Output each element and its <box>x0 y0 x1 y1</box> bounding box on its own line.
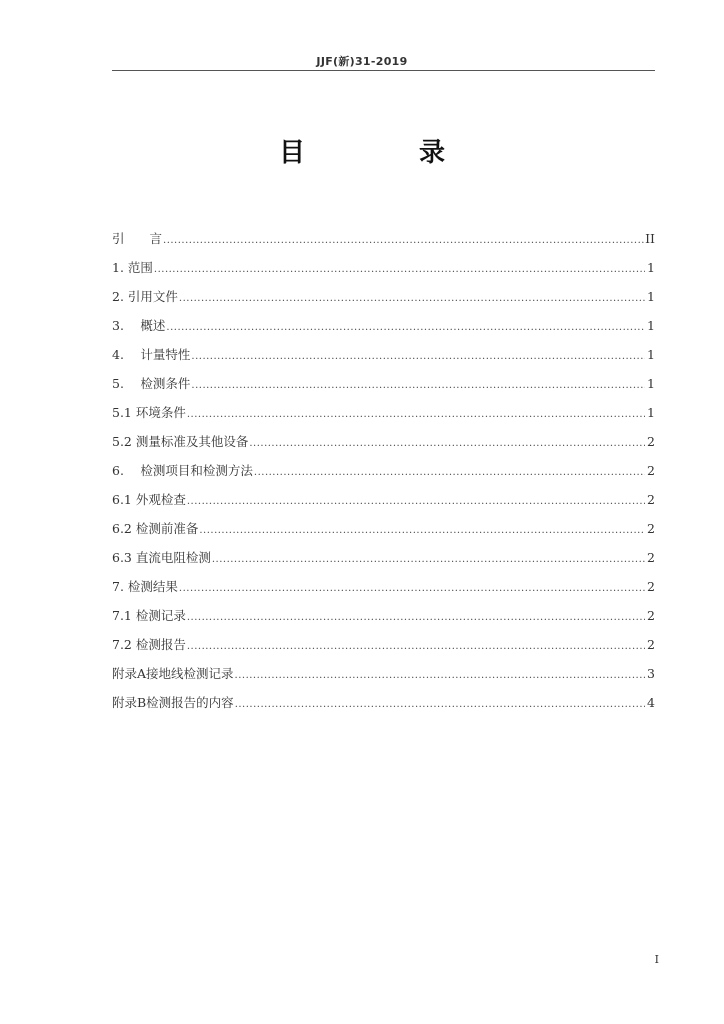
toc-entry-page: 2 <box>647 550 655 565</box>
toc-dot-leader <box>191 380 645 391</box>
toc-dot-leader <box>249 438 645 449</box>
toc-dot-leader <box>212 554 645 565</box>
toc-entry-label: 5.1 环境条件 <box>112 405 186 420</box>
toc-entry-label: 6.2 检测前准备 <box>112 521 199 536</box>
toc-entry-label: 5. 检测条件 <box>112 376 191 391</box>
toc-entry-label: 7.1 检测记录 <box>112 608 186 623</box>
toc-dot-leader <box>187 409 645 420</box>
toc-entry-measurement-standards[interactable] <box>112 432 655 461</box>
table-of-contents <box>112 229 655 722</box>
toc-entry-scope[interactable] <box>112 258 655 287</box>
toc-entry-pre-test-preparation[interactable] <box>112 519 655 548</box>
toc-dot-leader <box>235 670 645 681</box>
toc-title: 目 录 <box>278 138 489 168</box>
toc-dot-leader <box>179 293 645 304</box>
toc-entry-test-record[interactable] <box>112 606 655 635</box>
toc-entry-label: 6.3 直流电阻检测 <box>112 550 211 565</box>
toc-entry-page: 1 <box>647 405 655 420</box>
toc-entry-label: 附录A接地线检测记录 <box>112 666 234 681</box>
toc-entry-test-report[interactable] <box>112 635 655 664</box>
document-code: JJF(新)31-2019 <box>316 55 408 68</box>
toc-entry-page: 2 <box>647 608 655 623</box>
toc-dot-leader <box>199 525 645 536</box>
toc-entry-references[interactable] <box>112 287 655 316</box>
toc-entry-page: 2 <box>647 492 655 507</box>
toc-dot-leader <box>154 264 645 275</box>
toc-entry-label: 7. 检测结果 <box>112 579 178 594</box>
toc-entry-label: 6. 检测项目和检测方法 <box>112 463 253 478</box>
toc-entry-page: 2 <box>647 579 655 594</box>
toc-entry-page: 2 <box>647 434 655 449</box>
toc-dot-leader <box>163 235 644 246</box>
toc-entry-page: II <box>645 231 655 246</box>
toc-entry-label: 2. 引用文件 <box>112 289 178 304</box>
toc-entry-page: 2 <box>647 521 655 536</box>
toc-entry-page: 2 <box>647 637 655 652</box>
toc-entry-page: 1 <box>647 260 655 275</box>
toc-dot-leader <box>187 612 645 623</box>
page-number: I <box>654 953 659 966</box>
toc-entry-page: 1 <box>647 347 655 362</box>
toc-entry-metrological-characteristics[interactable] <box>112 345 655 374</box>
toc-dot-leader <box>235 699 645 710</box>
toc-entry-label: 4. 计量特性 <box>112 347 191 362</box>
toc-dot-leader <box>191 351 645 362</box>
toc-entry-label: 6.1 外观检查 <box>112 492 186 507</box>
toc-entry-test-conditions[interactable] <box>112 374 655 403</box>
toc-entry-page: 3 <box>647 666 655 681</box>
toc-entry-page: 1 <box>647 376 655 391</box>
toc-entry-visual-inspection[interactable] <box>112 490 655 519</box>
toc-entry-label: 7.2 检测报告 <box>112 637 186 652</box>
toc-entry-label: 5.2 测量标准及其他设备 <box>112 434 249 449</box>
toc-entry-dc-resistance-test[interactable] <box>112 548 655 577</box>
toc-entry-page: 1 <box>647 289 655 304</box>
toc-entry-label: 引 言 <box>112 231 163 246</box>
toc-entry-foreword[interactable] <box>112 229 655 258</box>
toc-entry-test-items-methods[interactable] <box>112 461 655 490</box>
toc-dot-leader <box>187 496 645 507</box>
toc-entry-page: 4 <box>647 695 655 710</box>
toc-entry-label: 1. 范围 <box>112 260 153 275</box>
toc-entry-label: 3. 概述 <box>112 318 166 333</box>
toc-entry-test-results[interactable] <box>112 577 655 606</box>
toc-dot-leader <box>254 467 645 478</box>
toc-entry-page: 1 <box>647 318 655 333</box>
toc-entry-page: 2 <box>647 463 655 478</box>
toc-entry-label: 附录B检测报告的内容 <box>112 695 234 710</box>
toc-entry-environmental-conditions[interactable] <box>112 403 655 432</box>
toc-dot-leader <box>187 641 645 652</box>
header-divider <box>112 70 655 71</box>
toc-dot-leader <box>166 322 645 333</box>
toc-entry-appendix-b[interactable] <box>112 693 655 722</box>
toc-dot-leader <box>179 583 645 594</box>
toc-entry-overview[interactable] <box>112 316 655 345</box>
toc-entry-appendix-a[interactable] <box>112 664 655 693</box>
